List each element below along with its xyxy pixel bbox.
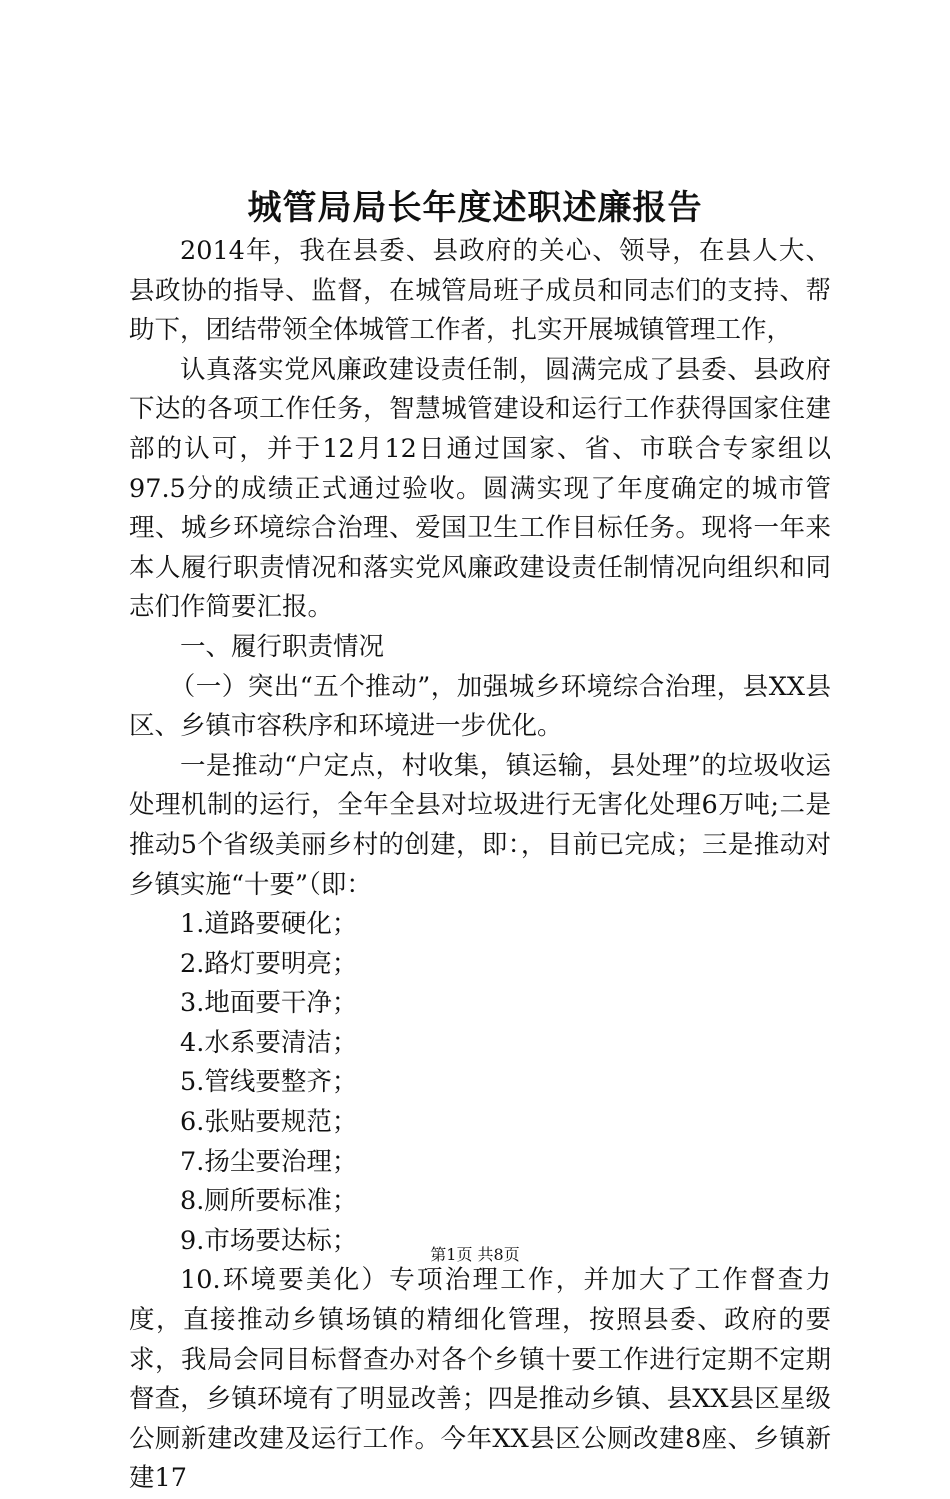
subsection-heading: （一）突出“五个推动”，加强城乡环境综合治理，县XX县区、乡镇市容秩序和环境进一步优化。 <box>129 671 831 742</box>
list-item: 7.扬尘要治理； <box>180 1146 358 1177</box>
list-item: 8.厕所要标准； <box>180 1186 358 1217</box>
paragraph-intro: 2014年，我在县委、县政府的关心、领导，在县人大、县政协的指导、监督，在城管局班子成员和同志们的支持、帮助下，团结带领全体城管工作者，扎实开展城镇管理工作， <box>129 236 831 346</box>
list-item: 4.水系要清洁； <box>180 1027 358 1058</box>
section-heading: 一、履行职责情况 <box>180 631 385 662</box>
paragraph-closing: 10.环境要美化）专项治理工作，并加大了工作督查力度，直接推动乡镇场镇的精细化管理，按照县委、政府的要求，我局会同目标督查办对各个乡镇十要工作进行定期不定期督查，乡镇环境有了明显改善；四是推动乡镇、县XX县区星级公厕新建改建及运行工作。今年XX县区公厕改建8座、乡镇新建17 <box>129 1265 831 1494</box>
paragraph-five-pushes: 一是推动“户定点，村收集，镇运输，县处理”的垃圾收运处理机制的运行，全年全县对垃圾进行无害化处理6万吨;二是推动5个省级美丽乡村的创建，即：，目前已完成；三是推动对乡镇实施“十要”（即： <box>129 750 831 900</box>
list-item: 6.张贴要规范； <box>180 1107 358 1138</box>
list-item: 5.管线要整齐； <box>180 1067 358 1098</box>
paragraph-summary: 认真落实党风廉政建设责任制，圆满完成了县委、县政府下达的各项工作任务，智慧城管建设和运行工作获得国家住建部的认可，并于12月12日通过国家、省、市联合专家组以97.5分的成绩正式通过验收。圆满实现了年度确定的城市管理、城乡环境综合治理、爱国卫生工作目标任务。现将一年来本人履行职责情况和落实党风廉政建设责任制情况向组织和同志们作简要汇报。 <box>129 354 831 623</box>
page-footer: 第1页 共8页 <box>430 1245 520 1264</box>
list-item: 2.路灯要明亮； <box>180 948 358 979</box>
list-item: 1.道路要硬化； <box>180 909 358 940</box>
list-item: 9.市场要达标； <box>180 1225 358 1256</box>
list-item: 3.地面要干净； <box>180 988 358 1019</box>
document-body <box>129 232 831 1499</box>
document-title: 城管局局长年度述职述廉报告 <box>247 188 703 228</box>
